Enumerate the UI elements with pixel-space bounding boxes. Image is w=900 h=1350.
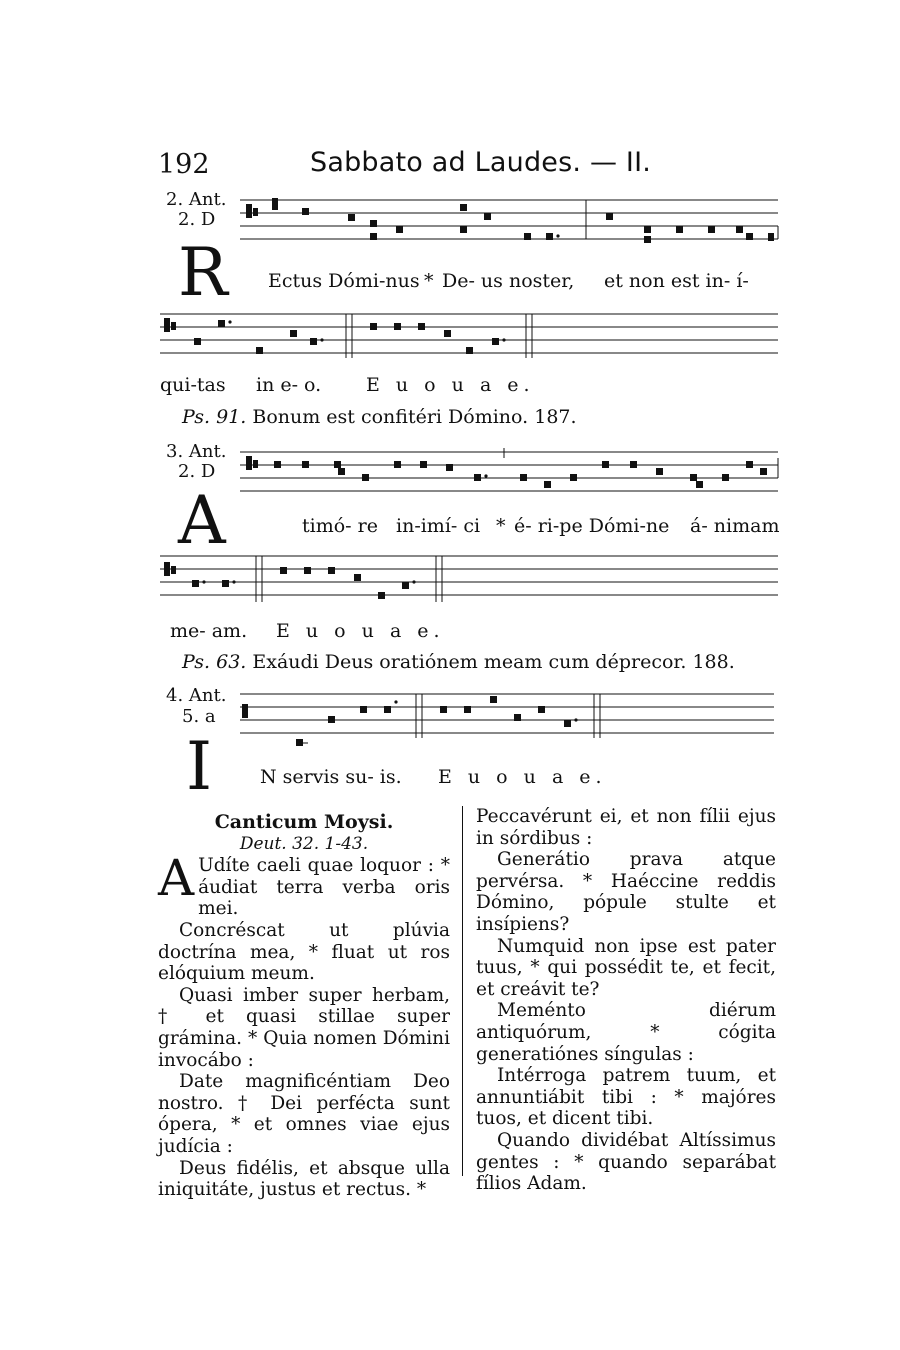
canticle-verse: Quasi imber super herbam, † et quasi stillae super grámina. * Quia nomen Dómini invocábo : [158, 984, 450, 1071]
psalm-3-ref: Ps. 63. [182, 651, 247, 673]
antiphon-3-lyric-3: é- ri-pe Dómi-ne [514, 515, 670, 537]
psalm-2-line [182, 406, 577, 428]
antiphon-2-lyric-2: De- us noster, [442, 270, 575, 292]
antiphon-2-initial: R [178, 234, 228, 311]
antiphon-4-staff-1 [240, 690, 780, 754]
canticle-verse: Generátio prava atque pervérsa. * Haéccine reddis Dómino, pópule stulte et insípiens? [476, 849, 776, 935]
canticle-first-line-b: áudiat terra verba oris [198, 876, 450, 898]
antiphon-3-euouae: E u o u a e. [276, 620, 445, 642]
antiphon-2-lyric-4: qui-tas [160, 374, 226, 396]
canticle-reference: Deut. 32. 1-43. [239, 833, 369, 854]
antiphon-3-initial: A [178, 482, 226, 559]
antiphon-3-lyric-5: me- am. [170, 620, 248, 642]
psalm-3-text: Exáudi Deus oratiónem meam cum déprecor. 188. [252, 651, 735, 673]
canticle-title: Canticum Moysi. [214, 811, 394, 833]
canticle-dropcap: A [158, 849, 195, 908]
page-number: 192 [158, 149, 210, 180]
antiphon-2-lyric-5: in e- o. [256, 374, 322, 396]
page-header [158, 145, 778, 185]
antiphon-3-lyric-2: in-imí- ci [396, 515, 481, 537]
antiphon-4-mode: 5. a [182, 706, 216, 727]
antiphon-3-lyric-star: * [496, 515, 506, 537]
canticle-verse: Quando dividébat Altíssimus gentes : * quando separábat fílios Adam. [476, 1129, 776, 1195]
antiphon-2-label: 2. Ant. [166, 189, 227, 210]
canticle-verse: Numquid non ipse est pater tuus, * qui possédit te, et fecit, et creávit te? [476, 935, 776, 1000]
psalm-2-ref: Ps. 91. [182, 406, 247, 428]
canticle-verse: Deus fidélis, et absque ulla iniquitáte, justus et rectus. * [158, 1157, 450, 1201]
canticle-verse: Peccavérunt ei, et non fílii ejus in sórdibus : [476, 806, 776, 849]
antiphon-3-staff-1 [240, 448, 780, 500]
canticle-verse: Date magnificéntiam Deo nostro. † Dei perfécta sunt ópera, * et omnes viae ejus judícia : [158, 1071, 450, 1157]
antiphon-4-euouae: E u o u a e. [438, 766, 607, 788]
antiphon-3-label: 3. Ant. [166, 441, 227, 462]
canticle-left-column [158, 812, 450, 1201]
antiphon-3-lyric-4: á- nimam [690, 515, 780, 537]
antiphon-2-euouae: E u o u a e. [366, 374, 535, 396]
canticle-right-column [476, 806, 776, 1195]
antiphon-2-staff-1 [240, 196, 780, 248]
antiphon-2-lyric-star: * [424, 270, 434, 292]
canticle-first-verse [158, 849, 450, 920]
antiphon-2-mode: 2. D [178, 209, 216, 230]
canticle-verse: Concréscat ut plúvia doctrína mea, * fluat ut ros elóquium meum. [158, 919, 450, 985]
canticle-verse: Intérroga patrem tuum, et annuntiábit tibi : * majóres tuos, et dicent tibi. [476, 1065, 776, 1130]
antiphon-2-lyric-3: et non est in- í- [604, 270, 749, 292]
canticle-verse: Meménto diérum antiquórum, * cógita generatiónes síngulas : [476, 1000, 776, 1065]
psalm-2-text: Bonum est confitéri Dómino. 187. [252, 406, 577, 428]
canticle-first-line-a: Udíte caeli quae loquor : * [198, 855, 450, 877]
antiphon-2-staff-2 [160, 310, 780, 362]
antiphon-3-staff-2 [160, 552, 780, 606]
antiphon-2-lyric-1: Ectus Dómi-nus [268, 270, 420, 292]
antiphon-3-mode: 2. D [178, 461, 216, 482]
antiphon-3-lyric-1: timó- re [302, 515, 378, 537]
column-divider [462, 806, 463, 1176]
antiphon-4-initial: I [186, 728, 213, 805]
psalm-3-line [182, 651, 735, 673]
running-title: Sabbato ad Laudes. — II. [310, 147, 652, 178]
antiphon-4-lyric-1: N servis su- is. [260, 766, 402, 788]
antiphon-4-label: 4. Ant. [166, 685, 227, 706]
canticle-first-line-c: mei. [198, 898, 239, 920]
